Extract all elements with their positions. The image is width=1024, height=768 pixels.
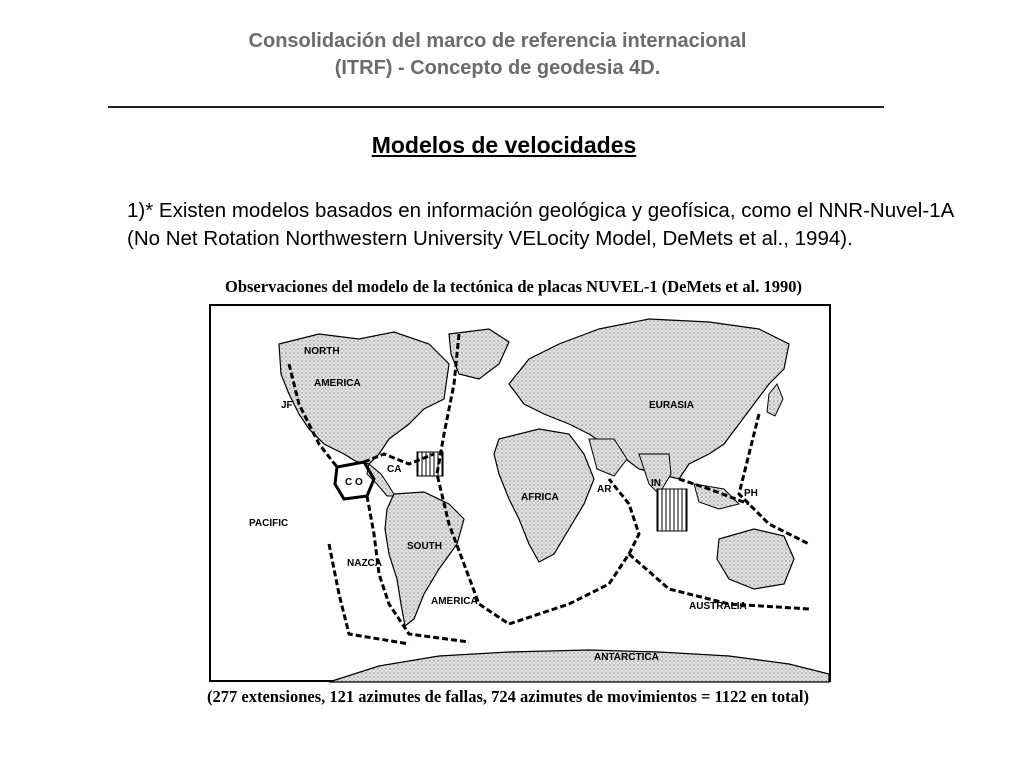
striped-zone-indian — [657, 489, 687, 531]
plate-label-co: C O — [345, 477, 363, 488]
slide-header — [110, 28, 885, 82]
plate-label-ph: PH — [744, 488, 758, 499]
plate-label-australia: AUSTRALIA — [689, 601, 747, 612]
plate-label-south: SOUTH — [407, 541, 442, 552]
header-line-1: Consolidación del marco de referencia internacional — [248, 30, 747, 52]
plate-label-nazca: NAZCA — [347, 558, 382, 569]
plate-label-africa: AFRICA — [521, 492, 559, 503]
plate-label-north: NORTH — [304, 346, 340, 357]
plate-label-america-north: AMERICA — [314, 378, 361, 389]
figure-caption: (277 extensiones, 121 azimutes de fallas, 724 azimutes de movimientos = 1122 en total) — [207, 687, 809, 706]
plate-label-ca: CA — [387, 464, 402, 475]
slide-title: Modelos de velocidades — [371, 132, 637, 158]
header-divider — [108, 106, 884, 108]
header-line-2: (ITRF) - Concepto de geodesia 4D. — [334, 57, 661, 79]
plate-label-in: IN — [651, 478, 661, 489]
body-paragraph: 1)* Existen modelos basados en información geológica y geofísica, como el NNR-Nuvel-1A (No Net Rotation Northwestern University VELocity Model, DeMets et al., 1994). — [127, 199, 954, 250]
plate-label-pacific: PACIFIC — [249, 518, 289, 529]
plate-label-eurasia: EURASIA — [649, 400, 695, 411]
plate-map-figure — [205, 274, 835, 714]
plate-label-antarctica: ANTARCTICA — [594, 652, 659, 663]
plate-label-america-south: AMERICA — [431, 596, 478, 607]
figure-title: Observaciones del modelo de la tectónica de placas NUVEL-1 (DeMets et al. 1990) — [225, 277, 802, 296]
plate-label-jf: JF — [281, 400, 293, 411]
plate-label-ar: AR — [597, 484, 612, 495]
world-plate-map — [209, 304, 833, 684]
